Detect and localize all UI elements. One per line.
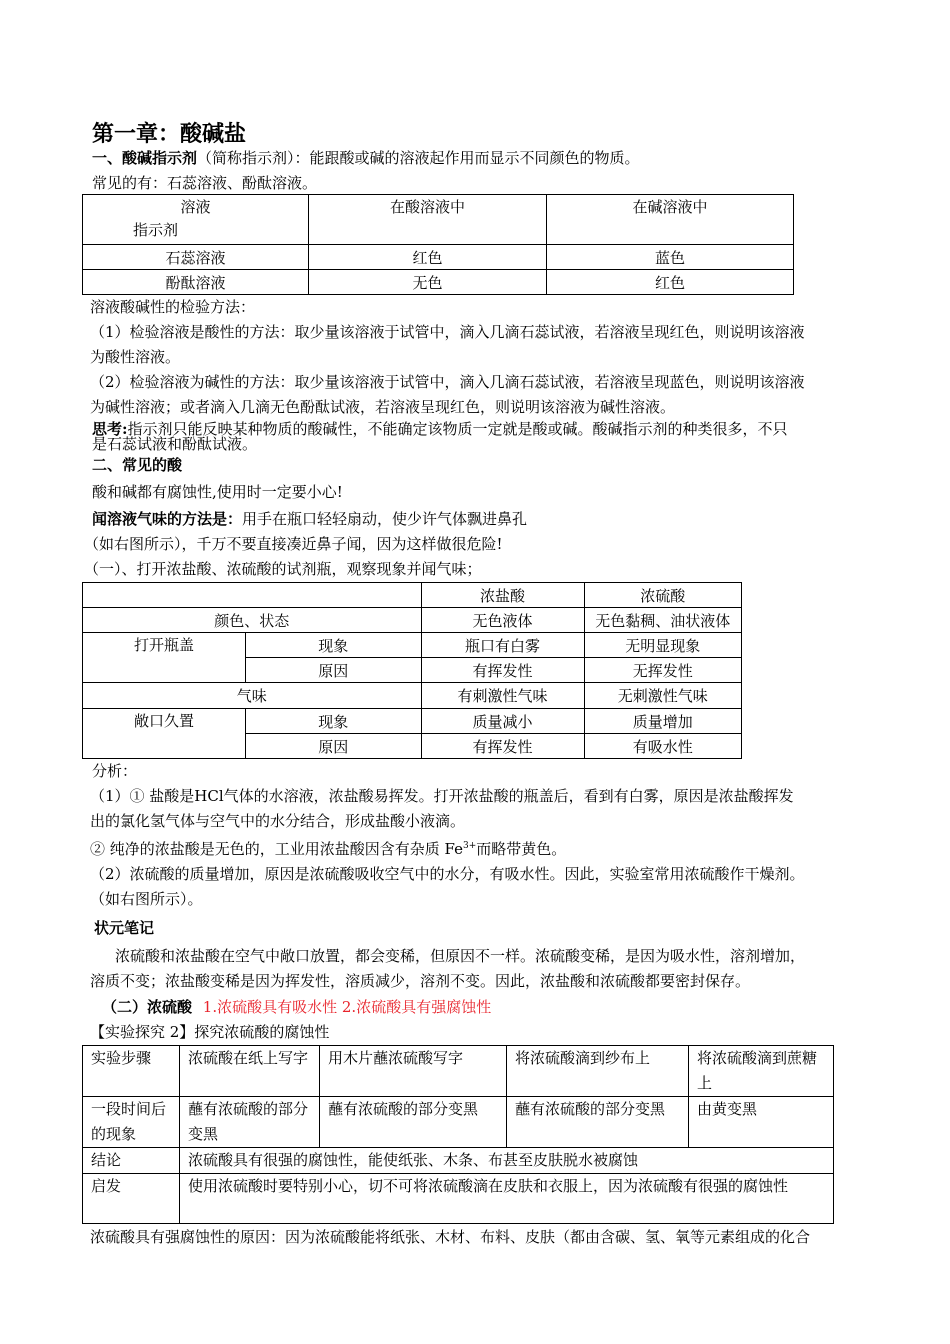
method-title: 溶液酸碱性的检验方法： [90,298,256,316]
subsection-2-title: （二）浓硫酸 [102,998,193,1016]
acid-comparison-table [82,582,742,759]
cell: 质量增加 [584,709,741,734]
base-color: 蓝色 [547,245,794,270]
indicator-name: 酚酞溶液 [83,270,309,295]
method-2-line-1: （2）检验溶液为碱性的方法：取少量该溶液于试管中，滴入几滴石蕊试液，若溶液呈现蓝色，则说明该溶液 [90,373,805,391]
acid-color: 无色 [309,270,547,295]
indicator-table [82,194,794,295]
insight-label: 启发 [83,1174,180,1224]
header-h2so4: 浓硫酸 [584,583,741,608]
section-2-title: 二、常见的酸 [92,456,183,474]
method-2-line-2: 为碱性溶液；或者滴入几滴无色酚酞试液，若溶液呈现红色，则说明该溶液为碱性溶液。 [90,398,676,416]
cell: 无挥发性 [584,658,741,683]
cell: 有吸水性 [584,734,741,759]
cell: 瓶口有白雾 [421,633,584,658]
empty-corner [83,583,422,608]
base-color: 红色 [547,270,794,295]
sub-label-reason: 原因 [246,658,422,683]
cell: 无刺激性气味 [584,683,741,709]
cell: 有挥发性 [421,734,584,759]
cell: 一段时间后的现象 [83,1097,180,1148]
row-label-color: 颜色、状态 [83,608,422,633]
iron-charge: 3+ [463,841,477,851]
subsection-2-points: 1.浓硫酸具有吸水性 2.浓硫酸具有强腐蚀性 [202,998,492,1016]
conclusion-label: 结论 [83,1148,180,1174]
smell-line-1: 用手在瓶口轻轻扇动，使少许气体飘进鼻孔 [242,510,528,528]
analysis-2-line-2: （如右图所示）。 [90,890,203,908]
acid-color: 红色 [309,245,547,270]
chapter-title: 第一章：酸碱盐 [92,121,247,147]
cell: 用木片蘸浓硫酸写字 [320,1046,507,1097]
experiment-table [82,1045,834,1224]
table-row [83,245,794,270]
cell: 无色液体 [421,608,584,633]
section-1-definition: （简称指示剂）：能跟酸或碱的溶液起作用而显示不同颜色的物质。 [197,149,640,167]
section-1-heading [92,146,872,171]
cell: 无色黏稠、油状液体 [584,608,741,633]
section-1-title: 一、酸碱指示剂 [92,149,198,167]
smell-line-2: （如右图所示），千万不要直接凑近鼻子闻，因为这样做很危险! [84,535,503,553]
note-line-2: 溶质不变；浓盐酸变稀是因为挥发性，溶质减少，溶剂不变。因此，浓盐酸和浓硫酸都要密封保存。 [90,972,751,990]
cell: 无明显现象 [584,633,741,658]
analysis-2-line-1: （2）浓硫酸的质量增加，原因是浓硫酸吸收空气中的水分，有吸水性。因此，实验室常用浓硫酸作干燥剂。 [90,865,805,883]
cell: 实验步骤 [83,1046,180,1097]
sub-label-reason: 原因 [246,734,422,759]
common-indicators: 常见的有：石蕊溶液、酚酞溶液。 [92,174,318,192]
experiment-title: 【实验探究 2】探究浓硫酸的腐蚀性 [90,1023,330,1041]
row-label-open: 打开瓶盖 [83,633,246,683]
cell: 将浓硫酸滴到纱布上 [507,1046,689,1097]
diag-header-cell [83,195,309,245]
header-solution: 溶液 [180,198,211,216]
header-acid: 在酸溶液中 [309,195,547,245]
header-indicator: 指示剂 [133,221,179,239]
cell: 由黄变黑 [689,1097,834,1148]
sub-label-phenomenon: 现象 [246,633,422,658]
conclusion-text: 浓硫酸具有很强的腐蚀性，能使纸张、木条、布甚至皮肤脱水被腐蚀 [180,1148,834,1174]
table-row [83,270,794,295]
sub-label-phenomenon: 现象 [246,709,422,734]
analysis-1-line-2: 出的氯化氢气体与空气中的水分结合，形成盐酸小液滴。 [90,812,466,830]
cell: 蘸有浓硫酸的部分变黑 [507,1097,689,1148]
header-hcl: 浓盐酸 [421,583,584,608]
analysis-text: ② 纯净的浓盐酸是无色的，工业用浓盐酸因含有杂质 Fe [90,840,464,858]
cell: 质量减小 [421,709,584,734]
analysis-text: 而略带黄色。 [476,840,567,858]
note-line-1: 浓硫酸和浓盐酸在空气中敞口放置，都会变稀，但原因不一样。浓硫酸变稀，是因为吸水性，溶剂增加， [115,947,806,965]
row-label-smell: 气味 [83,683,422,709]
cell: 有挥发性 [421,658,584,683]
row-label-exposed: 敞口久置 [83,709,246,759]
think-line-2: 是石蕊试液和酚酞试液。 [92,435,258,453]
think-label: 思考: [92,420,128,438]
document-page [84,118,872,1250]
analysis-label: 分析： [92,762,138,780]
subsection-2-heading [102,995,872,1020]
subsection-1-title: （一）、打开浓盐酸、浓硫酸的试剂瓶，观察现象并闻气味； [84,560,482,578]
insight-text: 使用浓硫酸时要特别小心，切不可将浓硫酸滴在皮肤和衣服上，因为浓硫酸有很强的腐蚀性 [180,1174,834,1224]
analysis-1-line-1: （1）① 盐酸是HCl气体的水溶液，浓盐酸易挥发。打开浓盐酸的瓶盖后，看到有白雾，原因是浓盐酸挥发 [90,787,794,805]
cell: 浓硫酸在纸上写字 [180,1046,320,1097]
think-line-1: 指示剂只能反映某种物质的酸碱性，不能确定该物质一定就是酸或碱。酸碱指示剂的种类很多，不只 [127,420,788,438]
header-base: 在碱溶液中 [547,195,794,245]
cell: 将浓硫酸滴到蔗糖上 [689,1046,834,1097]
method-1-line-2: 为酸性溶液。 [90,348,181,366]
method-1-line-1: （1）检验溶液是酸性的方法：取少量该溶液于试管中，滴入几滴石蕊试液，若溶液呈现红色，则说明该溶液 [90,323,805,341]
smell-label: 闻溶液气味的方法是： [92,510,243,528]
indicator-name: 石蕊溶液 [83,245,309,270]
cell: 蘸有浓硫酸的部分变黑 [320,1097,507,1148]
corrosion-reason: 浓硫酸具有强腐蚀性的原因：因为浓硫酸能将纸张、木材、布料、皮肤（都由含碳、氢、氧等元素组成的化合 [90,1228,811,1246]
corrosion-warning: 酸和碱都有腐蚀性,使用时一定要小心! [92,483,343,501]
cell: 有刺激性气味 [421,683,584,709]
analysis-1-line-3 [90,834,872,862]
cell: 蘸有浓硫酸的部分变黑 [180,1097,320,1148]
smell-method [92,507,872,532]
note-title: 状元笔记 [94,919,155,937]
